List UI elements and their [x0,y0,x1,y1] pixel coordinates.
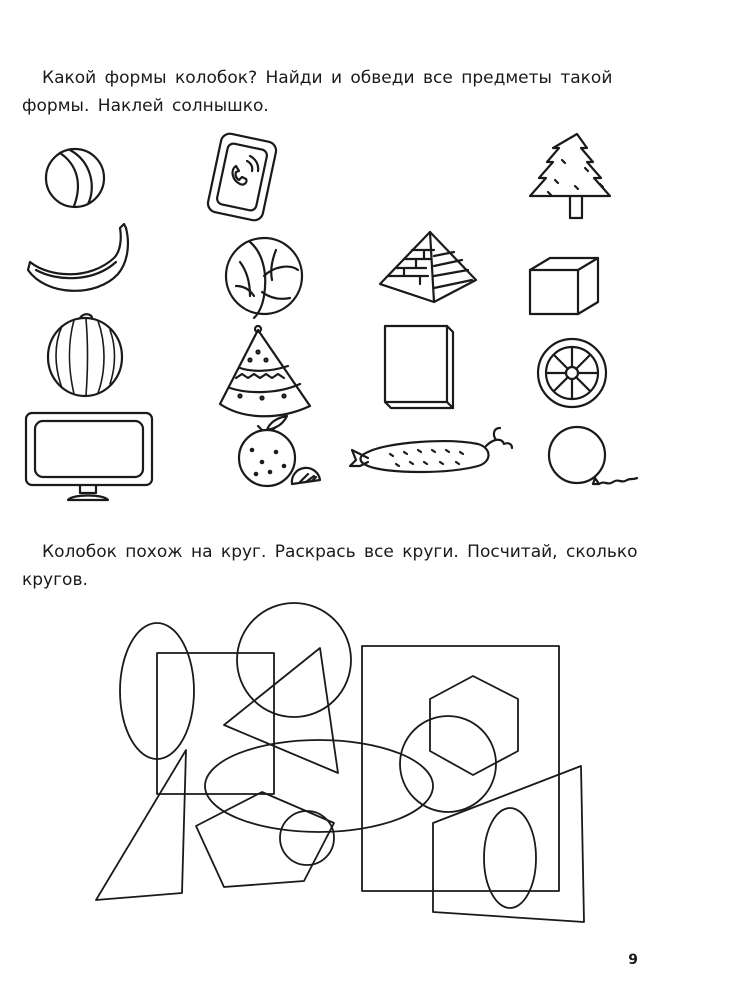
monitor-icon [26,413,152,500]
watermelon-icon [48,314,122,396]
pyramid-icon [380,232,476,302]
puzzle-circle-middle [400,716,496,812]
puzzle-ellipse-wide [205,740,433,832]
puzzle-quadrilateral [433,766,584,922]
shapes-puzzle [96,603,584,922]
puzzle-hexagon [430,676,518,775]
puzzle-rectangle-left [157,653,274,794]
banana-icon [28,224,128,291]
cube-icon [530,258,598,314]
puzzle-ellipse-right [484,808,536,908]
task-1-text: Какой формы колобок? Найди и обведи все предметы такой формы. Наклей солнышко. [22,68,613,116]
orange-icon [239,416,320,486]
party-hat-icon [220,326,310,416]
wheel-icon [538,339,606,407]
task-2-instruction [22,538,662,594]
balloon-icon [549,427,637,484]
book-icon [385,326,453,408]
cucumber-icon [350,428,512,472]
page-number: 9 [628,952,638,968]
task-2-text: Колобок похож на круг. Раскрась все круги. Посчитай, сколько кругов. [22,542,638,590]
fir-tree-icon [530,134,610,218]
puzzle-triangle-left [96,750,186,900]
ball-icon [46,149,104,207]
phone-icon [206,132,277,222]
cabbage-icon [226,238,302,318]
